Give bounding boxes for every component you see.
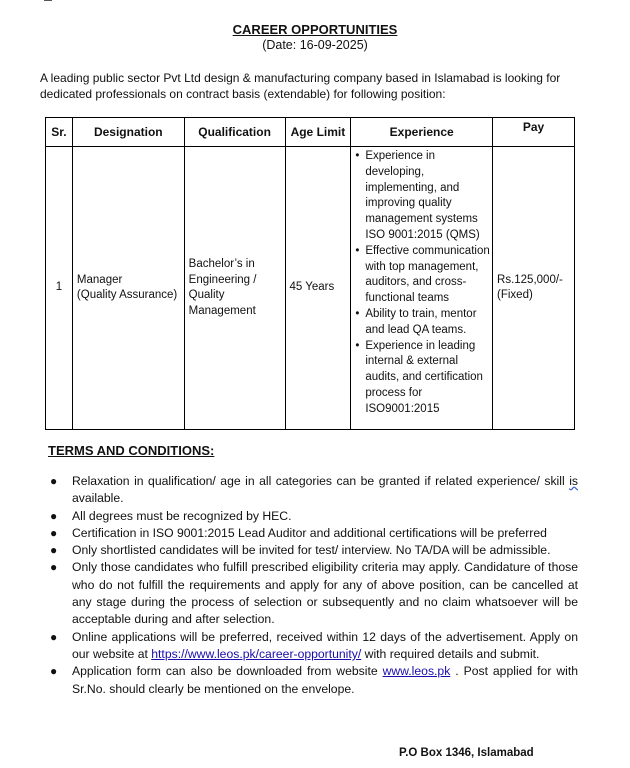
bullet-icon: ●: [50, 560, 58, 575]
column-header-designation: Designation: [72, 118, 184, 147]
bullet-icon: ●: [50, 525, 58, 540]
cell-pay: [493, 147, 575, 430]
page-corner-mark: [44, 0, 52, 1]
cell-designation: [72, 147, 184, 430]
table-row: [46, 147, 575, 430]
bullet-icon: •: [355, 150, 360, 162]
spellcheck-word: is: [569, 474, 578, 488]
bullet-icon: ●: [50, 664, 58, 679]
cell-qualification: Bachelor’s in Engineering / Quality Management: [184, 147, 285, 430]
designation-title: Manager: [76, 273, 123, 286]
bullet-icon: •: [355, 244, 360, 257]
cell-age-limit: 45 Years: [285, 147, 351, 430]
intro-paragraph: A leading public sector Pvt Ltd design & manufacturing company based in Islamabad is looking for dedicated professionals on contract basis (extendable) for following position:: [40, 71, 561, 101]
terms-item: ● Certification in ISO 9001:2015 Lead Auditor and additional certifications will be preferred: [48, 525, 578, 542]
pay-type: (Fixed): [497, 289, 533, 301]
experience-item: • Effective communication with top management, auditors, and cross-functional teams: [355, 244, 490, 305]
bullet-icon: ●: [50, 474, 58, 488]
table-header-row: [46, 118, 575, 147]
column-header-qualification: Qualification: [184, 118, 285, 147]
page-title: CAREER OPPORTUNITIES: [232, 22, 398, 37]
column-header-sr: Sr.: [46, 118, 73, 147]
bullet-icon: ●: [50, 543, 58, 558]
advert-date: (Date: 16-09-2025): [262, 38, 368, 52]
column-header-experience: Experience: [351, 118, 493, 147]
positions-table: [45, 117, 575, 430]
bullet-icon: •: [355, 339, 360, 352]
po-box-address: P.O Box 1346, Islamabad: [399, 747, 534, 759]
terms-list: [48, 473, 578, 698]
designation-department: (Quality Assurance): [76, 289, 178, 301]
terms-heading: TERMS AND CONDITIONS:: [48, 443, 215, 458]
column-header-pay: Pay: [493, 118, 575, 147]
terms-item: ● Only those candidates who fulfill prescribed eligibility criteria may apply. Candidature of those who do not fulfill the requirements and apply for any of above position, can be cancelled at any stage during the process of selection or subsequently and no claim whatsoever will be acceptable during and after selection.: [50, 560, 578, 627]
bullet-icon: ●: [50, 508, 58, 523]
bullet-icon: •: [355, 307, 360, 320]
experience-list: [353, 149, 490, 418]
terms-item: ● Only shortlisted candidates will be invited for test/ interview. No TA/DA will be admissible.: [48, 542, 578, 559]
experience-item: • Experience in developing, implementing, and improving quality management systems ISO 9001:2015 (QMS): [355, 150, 480, 241]
cell-experience: [351, 147, 493, 430]
terms-item: ● All degrees must be recognized by HEC.: [48, 508, 578, 525]
career-opportunity-link[interactable]: https://www.leos.pk/career-opportunity/: [151, 646, 362, 661]
column-header-age-limit: Age Limit: [285, 118, 351, 147]
terms-item: ● Online applications will be preferred, received within 12 days of the advertisement. Apply on our website at https://www.leos.pk/career-opportunity/ with required details and submit.: [50, 629, 578, 661]
experience-item: • Ability to train, mentor and lead QA teams.: [355, 307, 477, 336]
terms-item: ● Relaxation in qualification/ age in all categories can be granted if related experience/ skill is available.: [50, 474, 578, 506]
website-link[interactable]: www.leos.pk: [382, 664, 451, 679]
cell-sr: 1: [46, 147, 73, 430]
pay-amount: Rs.125,000/-: [497, 273, 563, 286]
bullet-icon: ●: [50, 629, 58, 644]
experience-item: • Experience in leading internal & external audits, and certification process for ISO9001:2015: [355, 339, 483, 415]
terms-item: ● Application form can also be downloaded from website www.leos.pk . Post applied for with Sr.No. should clearly be mentioned on the envelope.: [50, 664, 578, 696]
